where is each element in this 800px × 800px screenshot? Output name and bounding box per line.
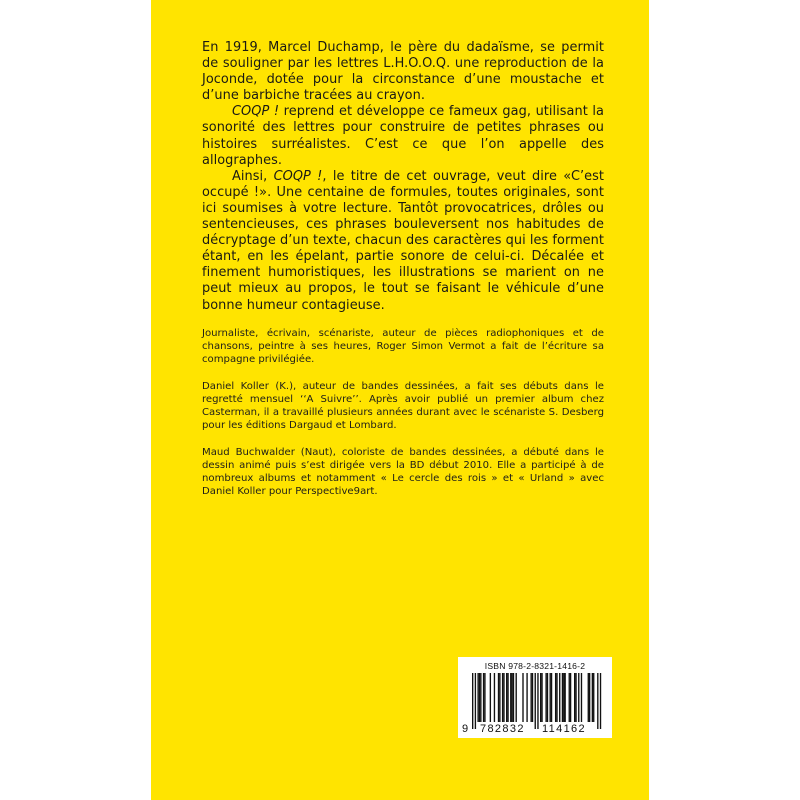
blurb-paragraph-2-text: reprend et développe ce fameux gag, utilisant la sonorité des lettres pour construire de petites phrases ou histoires surréalistes. C’est ce que l’on appelle des allographes. — [202, 104, 604, 168]
barcode-bar — [475, 673, 476, 729]
barcode-bar — [564, 673, 565, 722]
book-back-cover — [151, 0, 649, 800]
barcode-bar — [540, 673, 541, 722]
barcode-bar — [593, 673, 594, 722]
barcode-bar — [555, 673, 556, 722]
barcode-bar — [550, 673, 551, 722]
barcode-bar — [589, 673, 590, 722]
barcode-bar — [526, 673, 527, 722]
barcode-bar — [483, 673, 484, 722]
barcode-bar — [513, 673, 514, 722]
barcode-bar — [535, 673, 536, 729]
bio-daniel-koller: Daniel Koller (K.), auteur de bandes dessinées, a fait ses débuts dans le regretté mensuel ‘‘A Suivre’’. Après avoir publié un premier album chez Casterman, il a travaillé plusieurs années durant avec le scénariste S. Desberg pour les éditions Dargaud et Lombard. — [202, 380, 604, 432]
author-bios — [202, 327, 604, 512]
barcode-bar — [541, 673, 542, 722]
barcode-bar — [545, 673, 546, 722]
barcode-bar — [522, 673, 523, 722]
blurb-text — [202, 40, 604, 314]
blurb-paragraph-3 — [202, 169, 604, 314]
barcode-bar — [537, 673, 538, 729]
blurb-paragraph-3-start: Ainsi, — [232, 168, 274, 184]
barcode-right-digits: 114162 — [542, 723, 586, 735]
barcode-bar — [588, 673, 589, 722]
barcode-bar — [494, 673, 495, 722]
barcode-bar — [563, 673, 564, 722]
isbn-barcode — [458, 657, 612, 738]
barcode-bar — [532, 673, 533, 722]
barcode-bar — [597, 673, 598, 729]
isbn-label: ISBN 978-2-8321-1416-2 — [484, 661, 586, 671]
barcode-bar — [581, 673, 582, 722]
barcode-bar — [600, 673, 601, 729]
barcode-bar — [477, 673, 478, 722]
barcode-bar — [490, 673, 491, 722]
barcode-bar — [479, 673, 480, 722]
barcode-bar — [499, 673, 500, 722]
barcode-bar — [551, 673, 552, 722]
barcode-bar — [510, 673, 511, 722]
barcode-bar — [503, 673, 504, 722]
barcode-bar — [562, 673, 563, 722]
book-title: COQP ! — [273, 168, 323, 184]
barcode-bar — [502, 673, 503, 722]
barcode-bar — [578, 673, 579, 722]
book-title: COQP ! — [232, 104, 280, 120]
barcode-first-digit: 9 — [462, 723, 470, 735]
barcode-bar — [498, 673, 499, 722]
barcode-bar — [511, 673, 512, 722]
bio-roger-simon-vermot: Journaliste, écrivain, scénariste, auteur de pièces radiophoniques et de chansons, peintre à ses heures, Roger Simon Vermot a fait de l’écriture sa compagne privilégiée. — [202, 328, 604, 366]
barcode-bar — [530, 673, 531, 722]
barcode-bar — [547, 673, 548, 722]
barcode-bar — [575, 673, 576, 722]
barcode-bar — [574, 673, 575, 722]
blurb-paragraph-1: En 1919, Marcel Duchamp, le père du dadaïsme, se permit de souligner par les lettres L.H.O.O.Q. une reproduction de la Joconde, dotée pour la circonstance d’une moustache et d’une barbiche tracées au crayon. — [202, 40, 604, 104]
barcode-bar — [569, 673, 570, 722]
bio-maud-buchwalder: Maud Buchwalder (Naut), coloriste de bandes dessinées, a débuté dans le dessin animé puis s’est dirigée vers la BD début 2010. Elle a participé à de nombreux albums et notamment « Le cercle des rois » et « Urland » avec Daniel Koller pour Perspective9art. — [202, 446, 604, 498]
barcode-bar — [480, 673, 481, 722]
barcode-bar — [570, 673, 571, 722]
blurb-paragraph-2 — [202, 104, 604, 168]
barcode-bar — [507, 673, 508, 722]
barcode-left-digits: 782832 — [480, 723, 525, 735]
blurb-paragraph-3-text: , le titre de cet ouvrage, veut dire «C’est occupé !». Une centaine de formules, toutes originales, sont ici soumises à votre lecture. Tantôt provocatrices, drôles ou sentencieuses, ces phrases bouleversent nos habitudes de décryptage d’un texte, chacun des caractères qui les forment étant, en les épelant, partie sonore de celui-ci. Décalée et finement humoristiques, les illustrations se marient on ne peut mieux au propos, le tout se faisant le véhicule d’une bonne humeur contagieuse. — [202, 168, 604, 313]
barcode-bar — [559, 673, 560, 722]
barcode-bar — [592, 673, 593, 722]
barcode-bar — [556, 673, 557, 722]
barcode-bar — [472, 673, 473, 729]
barcode-bar — [484, 673, 485, 722]
barcode-bar — [506, 673, 507, 722]
barcode-bar — [516, 673, 517, 722]
